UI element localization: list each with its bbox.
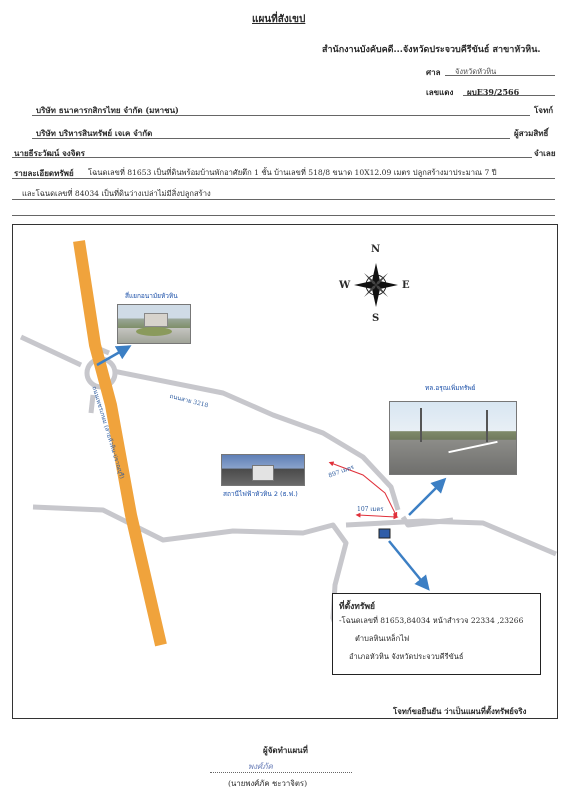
info-title: ที่ตั้งทรัพย์ — [339, 602, 376, 612]
plaintiff-line — [32, 115, 530, 116]
signature-line — [210, 772, 352, 773]
map-maker-name: (นายพงศ์ภัค ชะวาจิตร) — [228, 779, 308, 788]
court-office-line: สำนักงานบังคับคดี...จังหวัดประจวบคีรีขันธ์ สาขาหัวหิน. — [322, 45, 541, 55]
assignee-role: ผู้สวมสิทธิ์ — [514, 128, 549, 138]
assignee-name: บริษัท บริหารสินทรัพย์ เจเค จำกัด — [36, 128, 153, 138]
plaintiff-role: โจทก์ — [534, 105, 554, 115]
distance-label-107: 107 เมตร — [357, 506, 384, 513]
detail-underline-1 — [12, 178, 555, 179]
detail-underline-3 — [12, 215, 555, 216]
info-deed: -โฉนดเลขที่ 81653,84034 หน้าสำรวจ 22334 ,23266 — [339, 616, 524, 625]
property-marker — [379, 529, 390, 538]
info-subdistrict: ตำบลหินเหล็กไฟ — [355, 634, 410, 643]
property-info-box — [332, 593, 541, 675]
detail-underline-2 — [12, 199, 555, 200]
compass-s: S — [372, 313, 380, 324]
compass-rose — [354, 263, 398, 307]
plaintiff-name: บริษัท ธนาคารกสิกรไทย จำกัด (มหาชน) — [36, 105, 179, 115]
road-marking — [448, 441, 497, 453]
detail-line-1: โฉนดเลขที่ 81653 เป็นที่ดินพร้อมบ้านพักอาศัยตึก 1 ชั้น บ้านเลขที่ 518/8 ขนาด 10X12.09 เมตร ปลูกสร้างมาประมาณ 7 ปี — [88, 168, 497, 177]
compass-w: W — [339, 280, 351, 291]
signature: พงศ์ภัค — [248, 762, 273, 771]
utility-pole — [420, 408, 422, 442]
court-value: จังหวัดหัวหิน — [455, 67, 497, 76]
road-label-3218: ถนนสาย 3218 — [168, 392, 209, 410]
photo2-title: ทล.อรุณเพิ่มทรัพย์ — [425, 384, 476, 392]
main-highway — [79, 241, 161, 645]
distance-label-897: 897 เมตร — [327, 463, 355, 480]
station-building — [252, 465, 274, 481]
arrow-to-photo2 — [409, 483, 441, 515]
photo3-title: สถานีไฟฟ้าหัวหิน 2 (ธ.ฟ.) — [223, 490, 298, 498]
distance-line-107 — [358, 515, 396, 517]
utility-pole — [486, 410, 488, 442]
court-label: ศาล — [426, 67, 441, 77]
detail-line-2: และโฉนดเลขที่ 84034 เป็นที่ดินว่างเปล่าไม่มีสิ่งปลูกสร้าง — [22, 189, 211, 198]
page-title: แผนที่สังเขป — [252, 14, 306, 25]
case-label: เลขแดง — [426, 87, 454, 97]
detail-label: รายละเอียดทรัพย์ — [14, 168, 74, 178]
photo-power-station — [221, 454, 305, 486]
plaintiff-confirmation: โจทก์ขอยืนยัน ว่าเป็นแผนที่ตั้งทรัพย์จริง — [393, 707, 527, 716]
defendant-line — [12, 157, 532, 158]
map-maker-label: ผู้จัดทำแผนที่ — [263, 745, 308, 755]
photo1-title: สี่แยกอนามัยหัวหิน — [125, 292, 178, 300]
main-road-label: ถนนเพชรเกษม (สายหัวหิน-ปราณบุรี) — [90, 385, 126, 480]
roundabout-island — [136, 327, 172, 336]
info-district: อำเภอหัวหิน จังหวัดประจวบคีรีขันธ์ — [349, 652, 464, 661]
arrow-to-info — [389, 541, 425, 585]
gate-structure — [144, 313, 168, 327]
assignee-line — [32, 138, 510, 139]
photo-street — [389, 401, 517, 475]
photo-intersection — [117, 304, 191, 344]
defendant-name: นายธีระวัฒน์ จงจิตร — [14, 148, 85, 158]
compass-e: E — [402, 280, 410, 291]
defendant-role: จำเลย — [534, 148, 556, 158]
location-map — [12, 224, 558, 719]
compass-n: N — [371, 244, 381, 255]
case-value: ผบE39/2566 — [467, 87, 520, 97]
